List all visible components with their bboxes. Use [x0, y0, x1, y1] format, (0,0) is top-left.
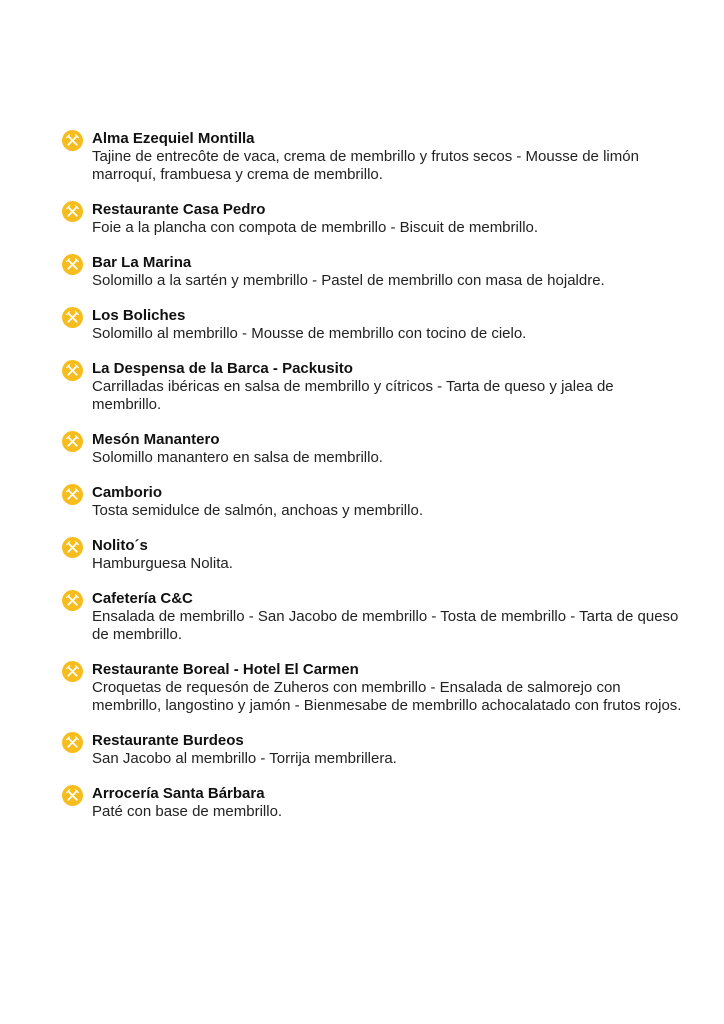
restaurant-entry: [62, 201, 682, 237]
crossed-fork-knife-icon: [62, 590, 83, 611]
restaurant-name: Bar La Marina: [92, 254, 192, 271]
dish-description: Solomillo a la sartén y membrillo - Pastel de membrillo con masa de hojaldre.: [92, 272, 605, 289]
crossed-fork-knife-icon: [62, 431, 83, 452]
dish-description: Tajine de entrecôte de vaca, crema de membrillo y frutos secos - Mousse de limón marroquí, frambuesa y crema de membrillo.: [92, 148, 639, 183]
restaurant-entry: [62, 785, 682, 821]
restaurant-name: Camborio: [92, 484, 163, 501]
dish-description: Hamburguesa Nolita.: [92, 555, 233, 572]
restaurant-name: Restaurante Boreal - Hotel El Carmen: [92, 661, 359, 678]
restaurant-list: [62, 130, 682, 821]
restaurant-entry: [62, 431, 682, 467]
restaurant-entry: [62, 307, 682, 343]
restaurant-entry: [62, 484, 682, 520]
restaurant-entry: [62, 661, 682, 715]
restaurant-name: Arrocería Santa Bárbara: [92, 785, 265, 802]
restaurant-name: Restaurante Burdeos: [92, 732, 244, 749]
crossed-fork-knife-icon: [62, 732, 83, 753]
crossed-fork-knife-icon: [62, 254, 83, 275]
restaurant-name: Mesón Manantero: [92, 431, 220, 448]
crossed-fork-knife-icon: [62, 201, 83, 222]
crossed-fork-knife-icon: [62, 307, 83, 328]
restaurant-name: Alma Ezequiel Montilla: [92, 130, 255, 147]
restaurant-name: Los Boliches: [92, 307, 186, 324]
crossed-fork-knife-icon: [62, 360, 83, 381]
restaurant-entry: [62, 130, 682, 184]
restaurant-name: Cafetería C&C: [92, 590, 193, 607]
dish-description: Tosta semidulce de salmón, anchoas y membrillo.: [92, 502, 423, 519]
restaurant-entry: [62, 732, 682, 768]
crossed-fork-knife-icon: [62, 537, 83, 558]
dish-description: Solomillo manantero en salsa de membrillo.: [92, 449, 383, 466]
crossed-fork-knife-icon: [62, 661, 83, 682]
dish-description: Foie a la plancha con compota de membrillo - Biscuit de membrillo.: [92, 219, 539, 236]
restaurant-entry: [62, 254, 682, 290]
dish-description: Croquetas de requesón de Zuheros con membrillo - Ensalada de salmorejo con membrillo, langostino y jamón - Bienmesabe de membrillo achocalatado con frutos rojos.: [92, 679, 682, 714]
dish-description: Paté con base de membrillo.: [92, 803, 283, 820]
restaurant-name: Restaurante Casa Pedro: [92, 201, 266, 218]
crossed-fork-knife-icon: [62, 785, 83, 806]
restaurant-name: Nolito´s: [92, 537, 148, 554]
dish-description: San Jacobo al membrillo - Torrija membrillera.: [92, 750, 397, 767]
crossed-fork-knife-icon: [62, 484, 83, 505]
restaurant-entry: [62, 360, 682, 414]
crossed-fork-knife-icon: [62, 130, 83, 151]
dish-description: Carrilladas ibéricas en salsa de membrillo y cítricos - Tarta de queso y jalea de membrillo.: [92, 378, 614, 413]
dish-description: Solomillo al membrillo - Mousse de membrillo con tocino de cielo.: [92, 325, 527, 342]
restaurant-entry: [62, 537, 682, 573]
dish-description: Ensalada de membrillo - San Jacobo de membrillo - Tosta de membrillo - Tarta de queso de membrillo.: [92, 608, 679, 643]
restaurant-name: La Despensa de la Barca - Packusito: [92, 360, 353, 377]
restaurant-entry: [62, 590, 682, 644]
